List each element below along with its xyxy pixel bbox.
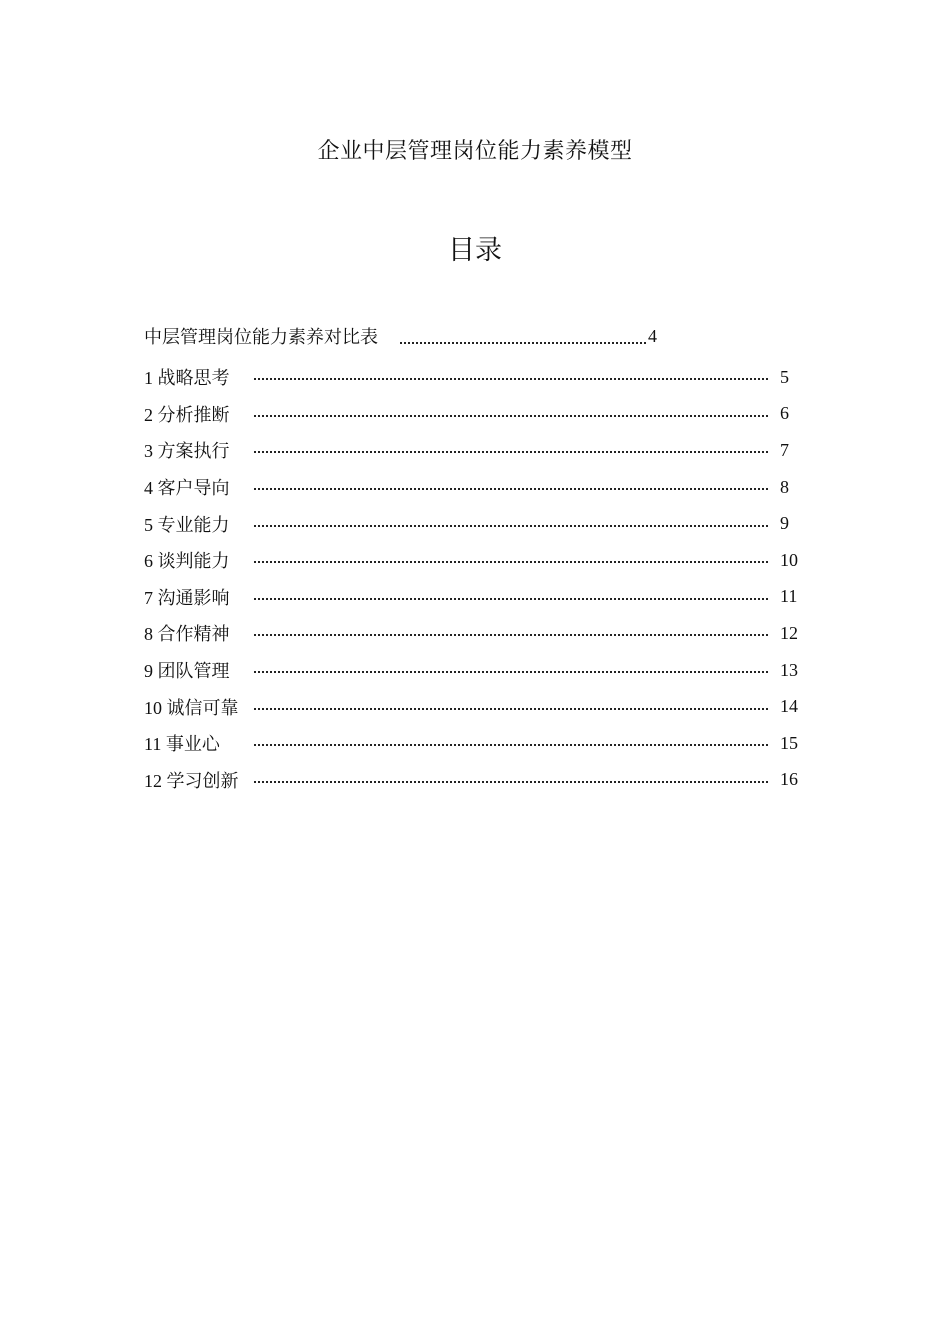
toc-list [144,359,800,798]
toc-entry[interactable] [144,688,800,725]
toc-entry[interactable] [144,725,800,762]
toc-entry-label: 4 客户导向 [144,478,230,499]
toc-entry-label: 1 战略思考 [144,368,230,389]
toc-leader-dots [254,549,768,563]
toc-entry-page: 12 [780,622,798,643]
toc-entry-label: 11 事业心 [144,734,220,755]
toc-leader-dots [254,366,768,380]
toc-entry-label: 10 诚信可靠 [144,697,239,718]
toc-entry-page: 10 [780,549,798,570]
toc-entry-page: 4 [648,325,657,346]
toc-leader-dots [254,439,768,453]
document-title: 企业中层管理岗位能力素养模型 [317,138,633,163]
toc-entry[interactable] [144,359,800,396]
toc-entry-label: 6 谈判能力 [144,551,230,572]
toc-entry-label: 3 方案执行 [144,441,230,462]
toc-entry-label: 8 合作精神 [144,624,230,645]
toc-leader-dots [254,732,768,746]
toc-entry[interactable] [144,762,800,799]
toc-leader-dots [254,513,768,527]
toc-entry-label: 7 沟通影响 [144,587,230,608]
toc-entry-page: 16 [780,769,798,790]
toc-entry-comparison-table[interactable] [144,322,657,350]
toc-entry[interactable] [144,469,800,506]
toc-entry-page: 9 [780,513,789,534]
toc-entry-label: 中层管理岗位能力素养对比表 [144,327,378,347]
toc-entry-label: 2 分析推断 [144,404,230,425]
toc-leader-dots [254,403,768,417]
toc-entry[interactable] [144,396,800,433]
toc-entry-page: 15 [780,732,798,753]
toc-entry-page: 6 [780,403,789,424]
toc-entry[interactable] [144,432,800,469]
toc-leader-dots [254,769,768,783]
toc-entry[interactable] [144,542,800,579]
toc-entry-page: 5 [780,366,789,387]
toc-heading: 目录 [448,235,502,265]
toc-entry-page: 11 [780,586,798,607]
toc-entry-page: 13 [780,659,798,680]
toc-leader-dots [254,696,768,710]
toc-entry[interactable] [144,505,800,542]
toc-leader-dots [254,476,768,490]
toc-leader-dots [254,586,768,600]
toc-entry-page: 14 [780,696,798,717]
toc-entry[interactable] [144,579,800,616]
toc-entry[interactable] [144,615,800,652]
toc-entry[interactable] [144,652,800,689]
toc-entry-label: 12 学习创新 [144,770,239,791]
toc-leader-dots [254,622,768,636]
toc-entry-page: 7 [780,439,789,460]
toc-leader-dots [254,659,768,673]
toc-leader-dots [400,329,646,344]
toc-entry-label: 9 团队管理 [144,661,230,682]
toc-entry-label: 5 专业能力 [144,514,230,535]
toc-entry-page: 8 [780,476,789,497]
